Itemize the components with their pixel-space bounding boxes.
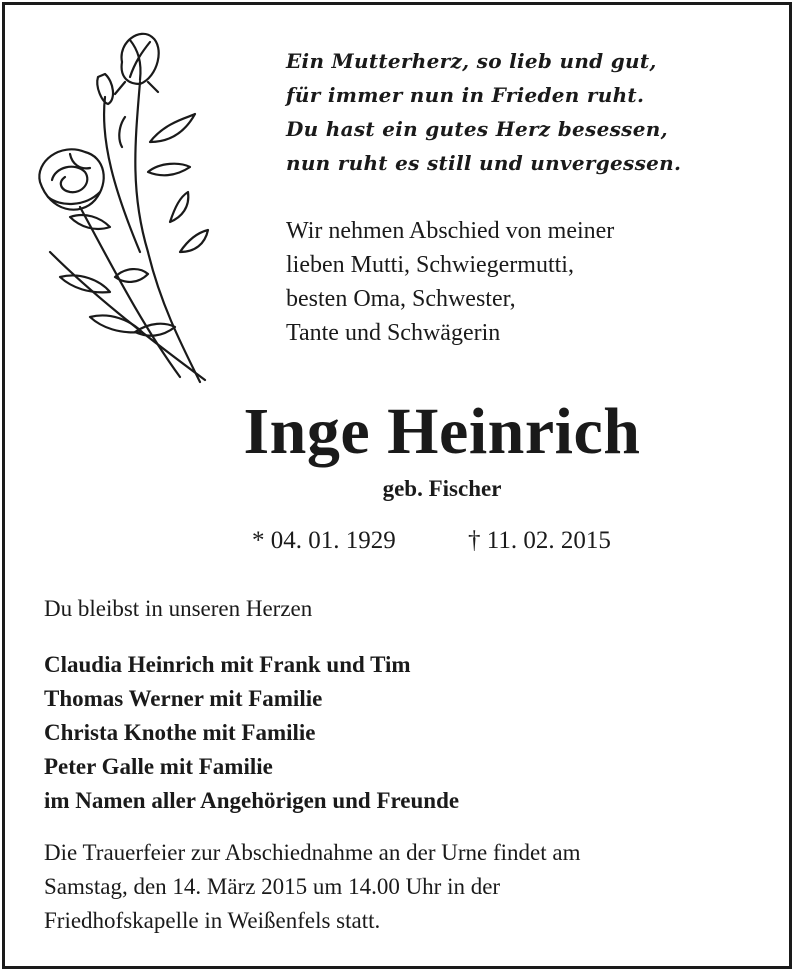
- mourner: Thomas Werner mit Familie: [44, 686, 323, 711]
- intro-line: Wir nehmen Abschied von meiner: [286, 218, 615, 244]
- poem-line: nun ruht es still und unvergessen.: [286, 151, 682, 175]
- deceased-name: Inge Heinrich: [243, 395, 641, 468]
- mourners-list: [44, 648, 459, 818]
- remembrance-line: Du bleibst in unseren Herzen: [44, 596, 313, 621]
- poem-line: Du hast ein gutes Herz besessen,: [286, 117, 668, 141]
- poem-line: für immer nun in Frieden ruht.: [286, 83, 645, 107]
- intro-line: lieben Mutti, Schwiegermutti,: [286, 252, 574, 278]
- mourner: Christa Knothe mit Familie: [44, 720, 316, 745]
- poem-line: Ein Mutterherz, so lieb und gut,: [286, 49, 657, 73]
- rose-icon: [30, 22, 220, 387]
- intro-line: besten Oma, Schwester,: [286, 286, 516, 312]
- maiden-name: geb. Fischer: [382, 476, 502, 501]
- funeral-service-notice: [44, 836, 784, 938]
- mourner: Claudia Heinrich mit Frank und Tim: [44, 652, 411, 677]
- poem: [286, 44, 766, 180]
- service-line: Samstag, den 14. März 2015 um 14.00 Uhr in der: [44, 874, 501, 899]
- service-line: Die Trauerfeier zur Abschiednahme an der Urne findet am: [44, 840, 581, 865]
- farewell-intro: [286, 214, 766, 350]
- birth-date: * 04. 01. 1929: [252, 527, 396, 554]
- service-line: Friedhofskapelle in Weißenfels statt.: [44, 908, 381, 933]
- mourner: Peter Galle mit Familie: [44, 754, 273, 779]
- death-date: † 11. 02. 2015: [468, 527, 611, 554]
- mourner: im Namen aller Angehörigen und Freunde: [44, 788, 460, 813]
- intro-line: Tante und Schwägerin: [286, 320, 501, 346]
